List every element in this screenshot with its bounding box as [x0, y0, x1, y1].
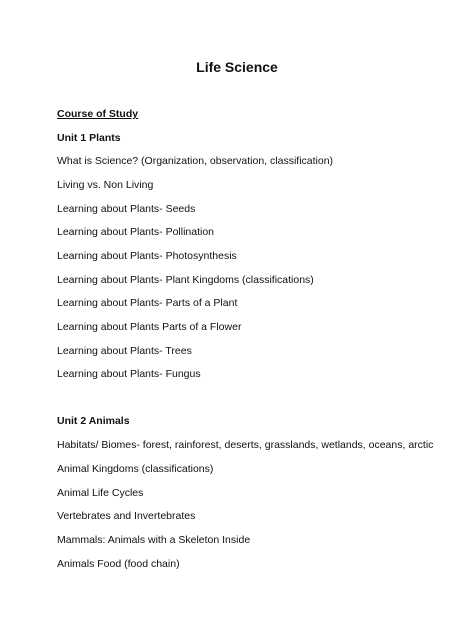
unit1-item: Learning about Plants Parts of a Flower: [57, 321, 242, 333]
unit2-item: Animals Food (food chain): [57, 558, 180, 570]
unit1-item: Learning about Plants- Photosynthesis: [57, 250, 237, 262]
unit1-item: Learning about Plants- Trees: [57, 345, 192, 357]
unit1-heading: Unit 1 Plants: [57, 132, 121, 144]
unit1-item: What is Science? (Organization, observation, classification): [57, 155, 334, 167]
unit1-item: Learning about Plants- Parts of a Plant: [57, 297, 238, 309]
unit2-heading: Unit 2 Animals: [57, 415, 130, 427]
unit1-item: Learning about Plants- Fungus: [57, 368, 201, 380]
unit1-item: Living vs. Non Living: [57, 179, 154, 191]
course-of-study-heading: Course of Study: [57, 108, 139, 120]
unit2-item: Animal Life Cycles: [57, 487, 144, 499]
document-title: Life Science: [196, 59, 278, 75]
unit1-item: Learning about Plants- Pollination: [57, 226, 215, 238]
unit2-item: Habitats/ Biomes- forest, rainforest, deserts, grasslands, wetlands, oceans, arctic: [57, 439, 434, 451]
unit1-item: Learning about Plants- Seeds: [57, 203, 196, 215]
unit2-item: Mammals: Animals with a Skeleton Inside: [57, 534, 251, 546]
unit2-item: Vertebrates and Invertebrates: [57, 510, 196, 522]
unit2-item: Animal Kingdoms (classifications): [57, 463, 214, 475]
unit1-item: Learning about Plants- Plant Kingdoms (classifications): [57, 274, 314, 286]
